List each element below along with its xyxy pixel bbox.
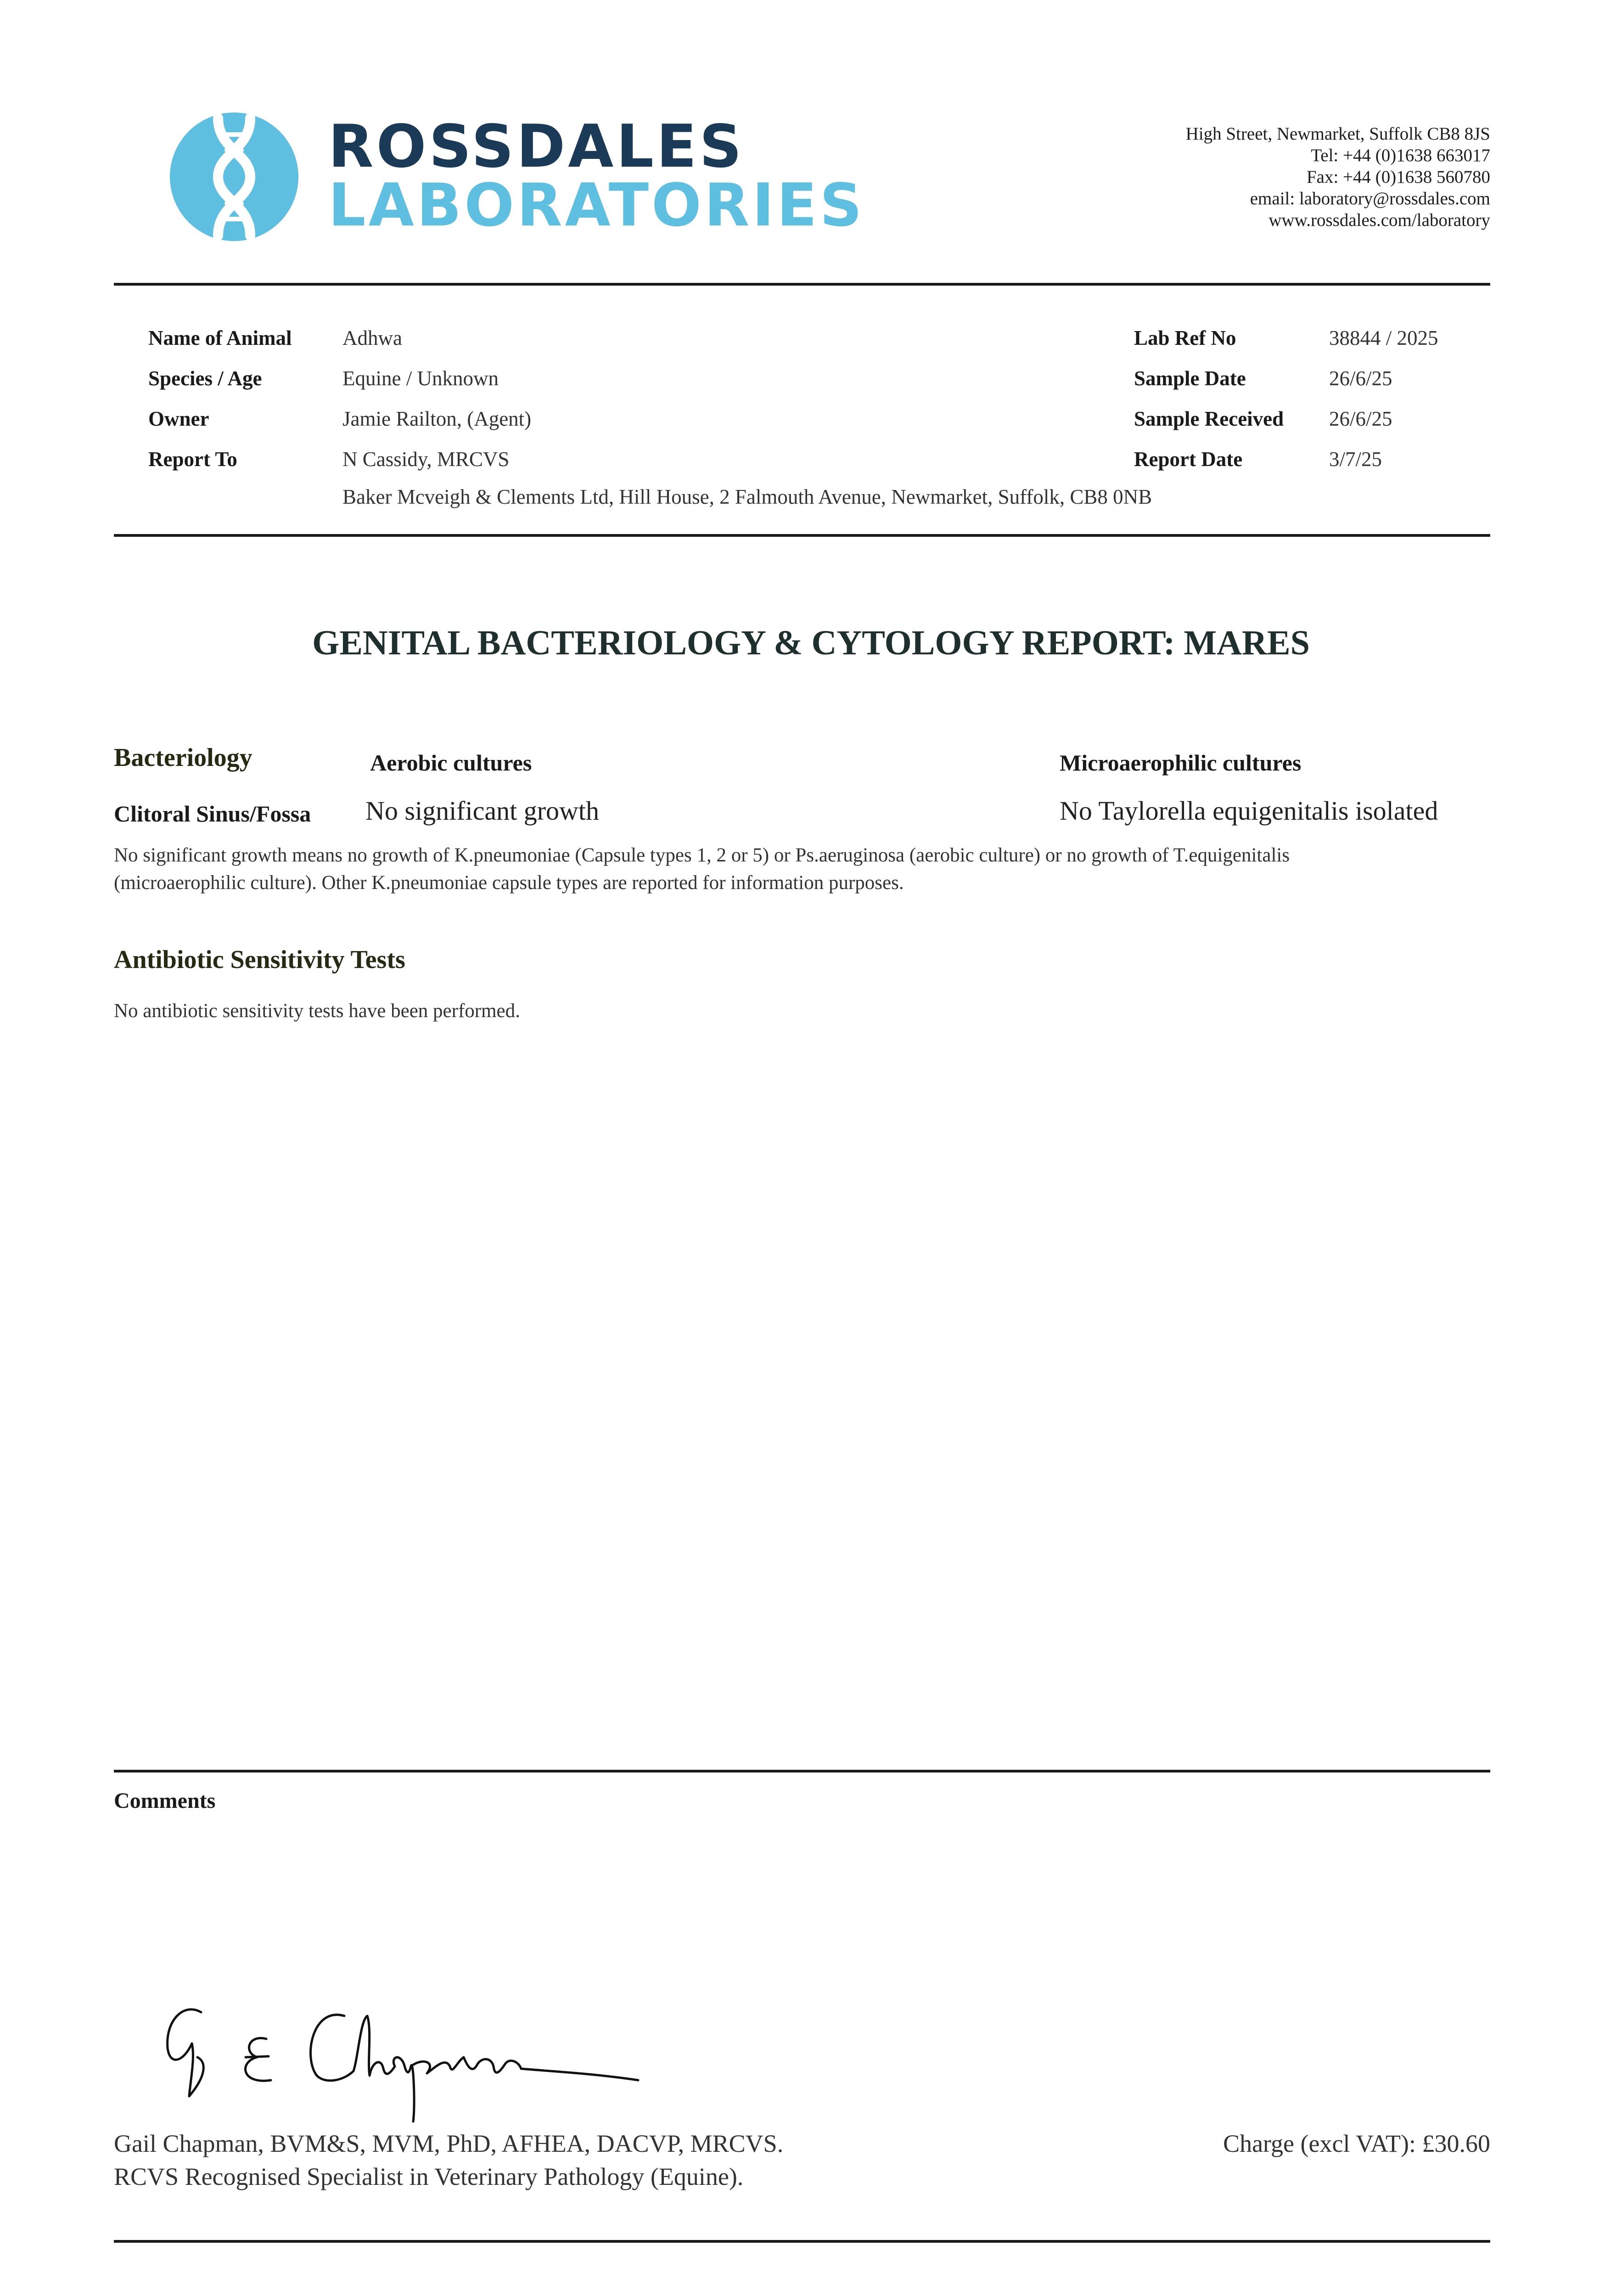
- report-to-address: Baker Mcveigh & Clements Ltd, Hill House, 2 Falmouth Avenue, Newmarket, Suffolk, CB8 0NB: [342, 485, 1152, 508]
- comments-divider: [114, 1770, 1490, 1773]
- sample-date-label: Sample Date: [1134, 367, 1246, 390]
- report-date-label: Report Date: [1134, 448, 1243, 471]
- brand-name-line1: ROSSDALES: [328, 113, 745, 181]
- antibiotic-heading: Antibiotic Sensitivity Tests: [114, 945, 405, 974]
- name-of-animal-value: Adhwa: [342, 326, 402, 349]
- signature-image: [152, 1988, 675, 2126]
- contact-address: High Street, Newmarket, Suffolk CB8 8JS: [1185, 124, 1490, 144]
- bacteriology-note-line1: No significant growth means no growth of K.pneumoniae (Capsule types 1, 2 or 5) or Ps.aeruginosa (aerobic culture) or no growth of T.equigenitalis: [114, 844, 1290, 866]
- contact-block: [1186, 123, 1490, 231]
- contact-email[interactable]: email: laboratory@rossdales.com: [1250, 189, 1490, 208]
- details-divider: [114, 534, 1490, 537]
- header-divider: [114, 283, 1490, 286]
- report-title: GENITAL BACTERIOLOGY & CYTOLOGY REPORT: MARES: [312, 624, 1310, 662]
- owner-value: Jamie Railton, (Agent): [342, 407, 532, 430]
- sample-date-value: 26/6/25: [1329, 367, 1392, 390]
- aerobic-result: No significant growth: [365, 796, 600, 826]
- signatory-specialism: RCVS Recognised Specialist in Veterinary Pathology (Equine).: [114, 2163, 744, 2190]
- owner-label: Owner: [148, 407, 209, 430]
- comments-heading: Comments: [114, 1789, 216, 1813]
- bacteriology-note: [114, 842, 1490, 897]
- species-age-value: Equine / Unknown: [342, 367, 499, 390]
- bacteriology-heading: Bacteriology: [114, 743, 253, 772]
- report-date-value: 3/7/25: [1329, 448, 1382, 471]
- sample-received-value: 26/6/25: [1329, 407, 1392, 430]
- dna-helix-icon: [170, 113, 298, 241]
- report-to-value: N Cassidy, MRCVS: [342, 448, 510, 471]
- name-of-animal-label: Name of Animal: [148, 326, 292, 349]
- antibiotic-text: No antibiotic sensitivity tests have been performed.: [114, 1000, 520, 1022]
- charge-text: Charge (excl VAT): £30.60: [1223, 2130, 1490, 2157]
- contact-website[interactable]: www.rossdales.com/laboratory: [1268, 210, 1490, 230]
- contact-fax: Fax: +44 (0)1638 560780: [1306, 167, 1490, 187]
- contact-tel: Tel: +44 (0)1638 663017: [1311, 146, 1490, 165]
- aerobic-cultures-header: Aerobic cultures: [370, 750, 532, 776]
- site-label: Clitoral Sinus/Fossa: [114, 801, 311, 827]
- microaerophilic-cultures-header: Microaerophilic cultures: [1060, 750, 1302, 776]
- brand-name-line2: LABORATORIES: [328, 171, 865, 240]
- sample-received-label: Sample Received: [1134, 407, 1284, 430]
- bacteriology-note-line2: (microaerophilic culture). Other K.pneumoniae capsule types are reported for information purposes.: [114, 872, 904, 894]
- signatory-credentials: Gail Chapman, BVM&S, MVM, PhD, AFHEA, DACVP, MRCVS.: [114, 2130, 784, 2157]
- species-age-label: Species / Age: [148, 367, 262, 390]
- lab-ref-value: 38844 / 2025: [1329, 326, 1438, 349]
- footer-divider: [114, 2240, 1490, 2243]
- microaerophilic-result: No Taylorella equigenitalis isolated: [1060, 796, 1438, 826]
- report-to-label: Report To: [148, 448, 237, 471]
- lab-ref-label: Lab Ref No: [1134, 326, 1236, 349]
